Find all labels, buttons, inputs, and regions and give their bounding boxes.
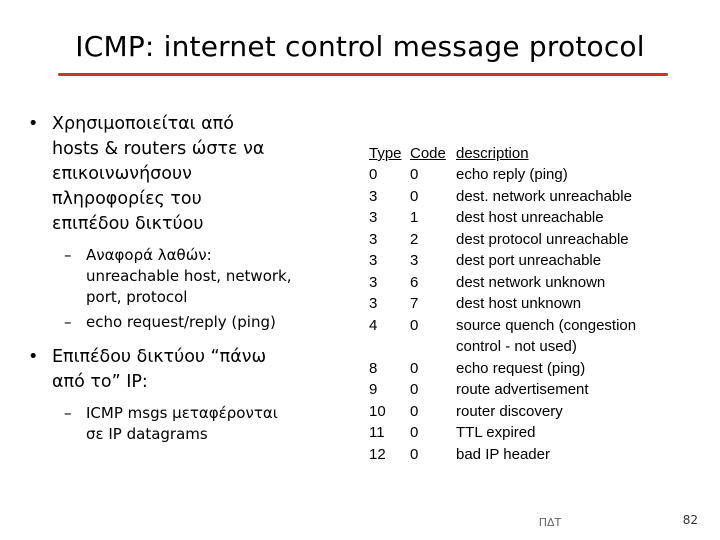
table-row — [369, 336, 689, 358]
bullet-line: επικοινωνήσουν — [52, 164, 192, 184]
cell-code: 0 — [410, 316, 419, 334]
cell-description: dest port unreachable — [456, 252, 602, 269]
table-row — [369, 229, 689, 251]
table-row — [369, 207, 689, 229]
bullet-line: hosts & routers ώστε να — [52, 139, 265, 159]
cell-type: 11 — [369, 424, 385, 441]
cell-type: 9 — [369, 381, 378, 398]
cell-description: dest protocol unreachable — [456, 230, 629, 248]
table-row — [369, 272, 689, 294]
header-code: Code — [410, 145, 446, 162]
title-underline — [58, 73, 668, 76]
cell-description: dest. network unreachable — [456, 187, 632, 205]
bullet-line: πληροφορίες του — [52, 189, 202, 209]
cell-description: echo reply (ping) — [456, 166, 568, 183]
table-row — [369, 379, 689, 401]
sub-bullet-line: Αναφορά λαθών: — [86, 246, 212, 264]
sub-bullet-line: echo request/reply (ping) — [86, 313, 276, 331]
cell-description: control - not used) — [456, 338, 577, 355]
cell-code: 0 — [410, 381, 419, 398]
cell-type: 3 — [369, 295, 378, 312]
cell-description: dest network unknown — [456, 273, 606, 291]
table-row — [369, 444, 689, 466]
cell-type: 0 — [369, 166, 378, 183]
bullet-line: από το” IP: — [52, 372, 148, 392]
cell-type: 12 — [369, 445, 386, 463]
cell-code: 0 — [410, 445, 419, 463]
cell-type: 3 — [369, 273, 378, 291]
bullet-line: Χρησιμοποιείται από — [52, 114, 234, 134]
cell-description: TTL expired — [456, 424, 536, 441]
cell-code: 2 — [410, 230, 419, 248]
cell-type: 3 — [369, 187, 378, 205]
sub-bullet-marker: – — [64, 404, 72, 422]
cell-code: 6 — [410, 273, 419, 291]
sub-bullet-item — [28, 312, 338, 333]
cell-type: 8 — [369, 359, 378, 377]
bullet-line: Επιπέδου δικτύου “πάνω — [52, 347, 267, 367]
table-row — [369, 315, 689, 337]
cell-code: 0 — [410, 187, 419, 205]
cell-code: 0 — [410, 359, 419, 377]
cell-type: 3 — [369, 252, 378, 269]
header-type: Type — [369, 145, 402, 162]
page-number: 82 — [682, 513, 698, 527]
table-row — [369, 293, 689, 315]
sub-bullet-line: ICMP msgs μεταφέρονται — [86, 404, 278, 422]
bullet-marker: • — [28, 347, 39, 367]
cell-code: 7 — [410, 295, 419, 312]
cell-code — [410, 336, 456, 358]
table-row — [369, 250, 689, 272]
cell-code: 0 — [410, 424, 419, 441]
header-description: description — [456, 145, 529, 162]
slide-title: ICMP: internet control message protocol — [75, 30, 645, 63]
sub-bullet-line: σε IP datagrams — [86, 425, 208, 443]
cell-description: source quench (congestion — [456, 316, 637, 334]
sub-bullet-marker: – — [64, 246, 72, 264]
bullet-item — [28, 112, 338, 237]
sub-bullet-marker: – — [64, 313, 72, 331]
cell-code: 0 — [410, 166, 419, 183]
cell-description: route advertisement — [456, 381, 589, 398]
cell-code: 3 — [410, 252, 419, 269]
cell-type: 10 — [369, 402, 386, 420]
bullet-item — [28, 345, 338, 395]
cell-description: echo request (ping) — [456, 359, 586, 377]
table-row — [369, 401, 689, 423]
cell-type: 3 — [369, 230, 378, 248]
cell-description: router discovery — [456, 402, 563, 420]
sub-bullet-line: port, protocol — [86, 288, 188, 306]
table-body — [369, 164, 689, 465]
footer-label: ΠΔΤ — [538, 516, 562, 529]
cell-code: 0 — [410, 402, 419, 420]
sub-bullet-line: unreachable host, network, — [86, 267, 292, 285]
cell-type: 4 — [369, 316, 378, 334]
table-header-row — [369, 144, 689, 164]
cell-description: bad IP header — [456, 445, 550, 463]
sub-bullet-item — [28, 403, 338, 445]
bullet-list — [28, 112, 338, 445]
bullet-line: επιπέδου δικτύου — [52, 214, 204, 234]
cell-description: dest host unknown — [456, 295, 582, 312]
sub-bullet-item — [28, 245, 338, 308]
cell-type: 3 — [369, 209, 378, 226]
table-row — [369, 164, 689, 186]
table-row — [369, 186, 689, 208]
cell-code: 1 — [410, 209, 419, 226]
bullet-marker: • — [28, 114, 39, 134]
table-row — [369, 358, 689, 380]
cell-type — [369, 336, 410, 358]
cell-description: dest host unreachable — [456, 209, 604, 226]
table-row — [369, 422, 689, 444]
icmp-type-table — [369, 144, 689, 465]
